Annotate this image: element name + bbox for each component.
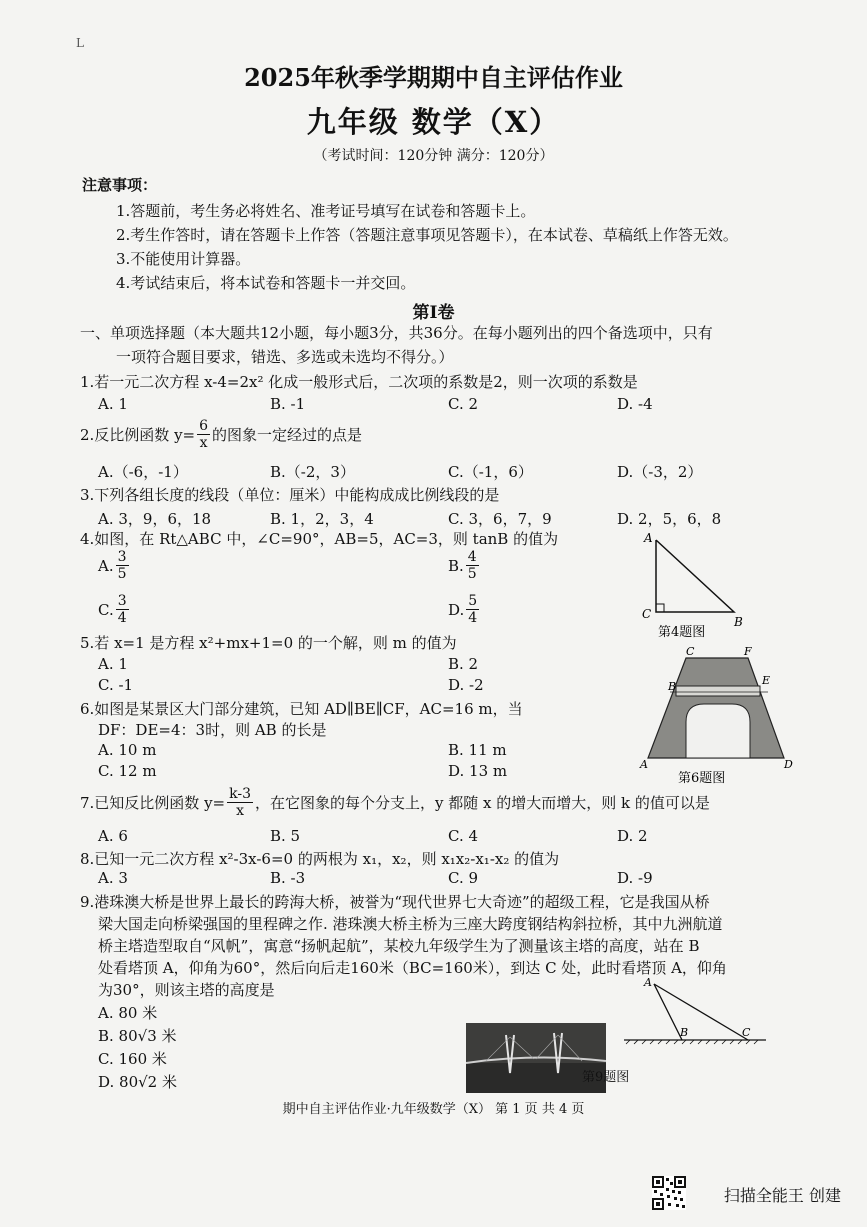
q2-option-d: D.（-3，2） xyxy=(617,463,703,481)
q1-option-a: A. 1 xyxy=(98,395,128,413)
note-item: 4.考试结束后，将本试卷和答题卡一并交回。 xyxy=(116,274,416,292)
q3-option-d: D. 2，5，6，8 xyxy=(617,510,722,528)
q3-option-b: B. 1，2，3，4 xyxy=(270,510,374,528)
q1-stem: 1.若一元二次方程 x-4=2x² 化成一般形式后，二次项的系数是2，则一次项的系数是 xyxy=(80,373,638,391)
q4-d-den: 4 xyxy=(468,610,478,626)
exam-title: 2025年秋季学期期中自主评估作业 xyxy=(244,63,623,92)
q8-option-c: C. 9 xyxy=(448,869,479,887)
exam-subject: 九年级 数学（X） xyxy=(306,105,561,139)
q2-numerator: 6 xyxy=(199,418,209,434)
q6-label-b: B xyxy=(668,680,677,693)
q8-option-b: B. -3 xyxy=(270,869,306,887)
q9-stem-line: 处看塔顶 A，仰角为60°，然后向后走160米（BC=160米），到达 C 处，此时看塔顶 A，仰角 xyxy=(98,959,727,977)
q4-b-den: 5 xyxy=(467,566,477,582)
q4-option-b xyxy=(448,550,481,581)
q9-diagram xyxy=(616,976,776,1048)
q9-option-b: B. 80√3 米 xyxy=(98,1027,177,1045)
scanner-watermark: 扫描全能王 创建 xyxy=(723,1186,841,1205)
q7-stem-pre: 7.已知反比例函数 y= xyxy=(80,794,226,812)
q9-option-a: A. 80 米 xyxy=(98,1004,158,1022)
q2-fraction xyxy=(197,419,210,450)
q6-gate-opening xyxy=(686,704,750,758)
q3-stem: 3.下列各组长度的线段（单位：厘米）中能构成成比例线段的是 xyxy=(80,486,500,504)
note-item: 3.不能使用计算器。 xyxy=(116,250,251,268)
q4-a-den: 5 xyxy=(117,566,127,582)
q4-label-b: B xyxy=(734,615,743,629)
q4-option-d xyxy=(448,594,481,625)
exam-time-score: （考试时间：120分钟 满分：120分） xyxy=(313,148,554,164)
q7-stem xyxy=(80,787,710,818)
q2-option-b: B.（-2，3） xyxy=(270,463,355,481)
q9-stem-line: 梁大国走向桥梁强国的里程碑之作. 港珠澳大桥主桥为三座大跨度钢结构斜拉桥，其中九洲航道 xyxy=(98,915,723,933)
q4-stem: 4.如图，在 Rt△ABC 中，∠C=90°，AB=5，AC=3，则 tanB 的值为 xyxy=(80,530,559,548)
q3-option-c: C. 3，6，7，9 xyxy=(448,510,552,528)
section-heading-line2: 一项符合题目要求，错选、多选或未选均不得分。） xyxy=(116,348,454,366)
q4-option-b-label: B. xyxy=(448,556,464,575)
note-item: 1.答题前，考生务必将姓名、准考证号填写在试卷和答题卡上。 xyxy=(116,202,536,220)
q9-option-d: D. 80√2 米 xyxy=(98,1073,177,1091)
q8-stem: 8.已知一元二次方程 x²-3x-6=0 的两根为 x₁，x₂，则 x₁x₂-x₁-x₂ 的值为 xyxy=(80,850,560,868)
q2-option-c: C.（-1，6） xyxy=(448,463,533,481)
q4-right-angle-mark xyxy=(656,604,664,612)
q6-option-b: B. 11 m xyxy=(448,741,507,759)
q4-c-num: 3 xyxy=(117,593,127,609)
q6-option-d: D. 13 m xyxy=(448,762,508,780)
q4-caption: 第4题图 xyxy=(658,625,706,640)
q4-b-num: 4 xyxy=(467,549,477,565)
q6-stem-line2: DF：DE=4：3时，则 AB 的长是 xyxy=(98,721,327,739)
q9-label-c: C xyxy=(742,1026,751,1039)
q9-label-b: B xyxy=(680,1026,689,1039)
q9-stem-line: 为30°，则该主塔的高度是 xyxy=(98,981,275,999)
q2-stem-pre: 2.反比例函数 y= xyxy=(80,426,196,444)
q3-option-a: A. 3，9，6，18 xyxy=(98,510,212,528)
q6-figure xyxy=(636,644,796,786)
q5-option-b: B. 2 xyxy=(448,655,479,673)
q9-stem-line: 桥主塔造型取自“风帆”，寓意“扬帆起航”，某校九年级学生为了测量该主塔的高度，站在 B xyxy=(98,937,700,955)
q9-stem-line: 9.港珠澳大桥是世界上最长的跨海大桥，被誉为“现代世界七大奇迹”的超级工程，它是我国从桥 xyxy=(80,893,710,911)
q8-option-a: A. 3 xyxy=(98,869,128,887)
q7-option-c: C. 4 xyxy=(448,827,479,845)
q7-option-a: A. 6 xyxy=(98,827,128,845)
q6-gate-beam xyxy=(676,686,760,696)
q2-stem-post: 的图象一定经过的点是 xyxy=(212,426,363,444)
q4-option-c xyxy=(98,594,131,625)
q4-option-a xyxy=(98,550,131,581)
q7-fraction xyxy=(227,787,253,818)
q2-stem xyxy=(80,419,362,450)
q6-option-c: C. 12 m xyxy=(98,762,157,780)
q6-label-e: E xyxy=(762,674,771,687)
corner-mark: L xyxy=(76,36,84,50)
q7-denominator: x xyxy=(236,803,245,819)
q4-option-a-label: A. xyxy=(98,556,114,575)
notes-heading: 注意事项： xyxy=(82,176,158,194)
q7-stem-post: ，在它图象的每个分支上，y 都随 x 的增大而增大，则 k 的值可以是 xyxy=(255,794,710,812)
note-item: 2.考生作答时，请在答题卡上作答（答题注意事项见答题卡），在本试卷、草稿纸上作答无效。 xyxy=(116,226,738,244)
section-heading xyxy=(80,322,713,343)
q4-d-num: 5 xyxy=(468,593,478,609)
q4-option-d-label: D. xyxy=(448,600,465,619)
q7-option-d: D. 2 xyxy=(617,827,648,845)
q4-option-a-fraction xyxy=(116,550,129,581)
q6-label-d: D xyxy=(784,758,793,771)
q4-label-a: A xyxy=(644,531,653,545)
q6-label-c: C xyxy=(686,645,695,658)
q4-option-d-fraction xyxy=(466,594,479,625)
q1-option-b: B. -1 xyxy=(270,395,306,413)
q4-triangle xyxy=(656,540,734,612)
q4-a-num: 3 xyxy=(117,549,127,565)
q6-label-f: F xyxy=(744,645,752,658)
q7-numerator: k-3 xyxy=(229,786,251,802)
page-footer: 期中自主评估作业·九年级数学（X） 第 1 页 共 4 页 xyxy=(282,1102,585,1117)
q6-caption: 第6题图 xyxy=(678,771,726,786)
q5-option-c: C. -1 xyxy=(98,676,134,694)
q4-option-c-fraction xyxy=(116,594,129,625)
q4-option-c-label: C. xyxy=(98,600,114,619)
q9-label-a: A xyxy=(644,976,652,989)
q4-figure xyxy=(638,530,754,640)
q4-label-c: C xyxy=(642,607,652,621)
q9-caption: 第9题图 xyxy=(582,1070,630,1085)
q1-option-c: C. 2 xyxy=(448,395,479,413)
q6-label-a: A xyxy=(640,758,648,771)
q1-option-d: D. -4 xyxy=(617,395,653,413)
q7-option-b: B. 5 xyxy=(270,827,301,845)
qr-code-icon xyxy=(652,1176,686,1210)
q5-stem: 5.若 x=1 是方程 x²+mx+1=0 的一个解，则 m 的值为 xyxy=(80,634,457,652)
q2-denominator: x xyxy=(199,435,208,451)
q4-c-den: 4 xyxy=(117,610,127,626)
q8-option-d: D. -9 xyxy=(617,869,653,887)
q2-option-a: A.（-6，-1） xyxy=(98,463,188,481)
q4-option-b-fraction xyxy=(466,550,479,581)
q9-option-c: C. 160 米 xyxy=(98,1050,167,1068)
q6-stem-line1: 6.如图是某景区大门部分建筑，已知 AD∥BE∥CF，AC=16 m，当 xyxy=(80,700,523,718)
section-heading-text: 一、单项选择题（本大题共12小题，每小题3分，共36分。在每小题列出的四个备选项中，只有 xyxy=(80,324,713,342)
q5-option-a: A. 1 xyxy=(98,655,128,673)
q6-option-a: A. 10 m xyxy=(98,741,157,759)
volume-title: 第I卷 xyxy=(412,303,455,323)
q5-option-d: D. -2 xyxy=(448,676,484,694)
